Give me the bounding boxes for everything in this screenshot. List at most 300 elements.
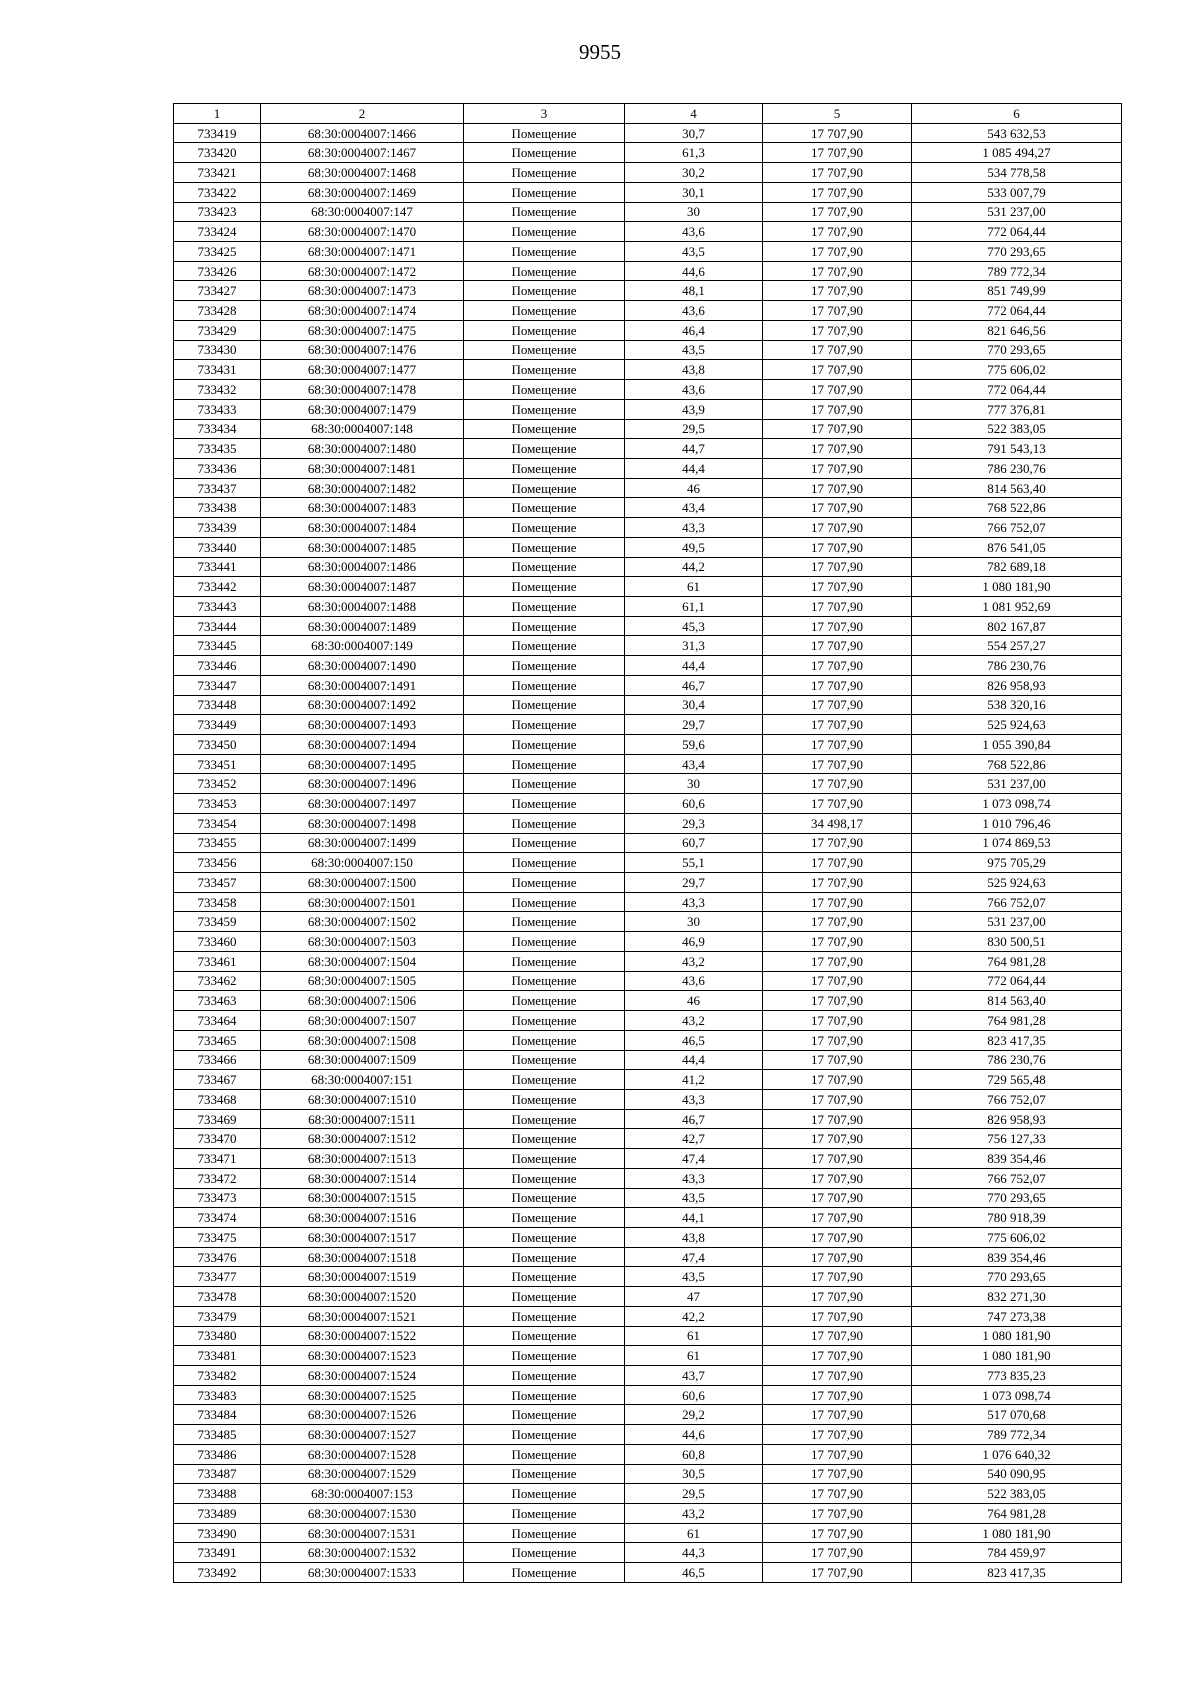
cell-specific-value: 17 707,90: [763, 1011, 912, 1031]
cell-record-number: 733475: [174, 1227, 261, 1247]
cell-object-type: Помещение: [464, 458, 625, 478]
table-row: [174, 301, 1122, 321]
table-row: [174, 182, 1122, 202]
cell-object-type: Помещение: [464, 1523, 625, 1543]
cell-record-number: 733439: [174, 518, 261, 538]
cell-area: 44,4: [625, 1050, 763, 1070]
cell-record-number: 733464: [174, 1011, 261, 1031]
cell-area: 43,3: [625, 892, 763, 912]
cell-area: 46,7: [625, 1109, 763, 1129]
cell-area: 43,9: [625, 399, 763, 419]
cell-record-number: 733428: [174, 301, 261, 321]
table-row: [174, 577, 1122, 597]
cell-specific-value: 17 707,90: [763, 656, 912, 676]
cell-cadastral-value: 756 127,33: [912, 1129, 1122, 1149]
cell-cadastral-value: 775 606,02: [912, 1227, 1122, 1247]
cell-area: 60,8: [625, 1444, 763, 1464]
cell-record-number: 733432: [174, 380, 261, 400]
table-row: [174, 399, 1122, 419]
cell-specific-value: 17 707,90: [763, 1267, 912, 1287]
cell-cadastral-value: 1 085 494,27: [912, 143, 1122, 163]
cell-area: 61,1: [625, 596, 763, 616]
cell-cadastral-number: 68:30:0004007:1466: [261, 123, 464, 143]
cell-area: 31,3: [625, 636, 763, 656]
cell-record-number: 733425: [174, 242, 261, 262]
cell-object-type: Помещение: [464, 222, 625, 242]
table-body: [174, 123, 1122, 1582]
table-row: [174, 1227, 1122, 1247]
cell-cadastral-number: 68:30:0004007:1522: [261, 1326, 464, 1346]
cell-object-type: Помещение: [464, 498, 625, 518]
table-row: [174, 537, 1122, 557]
table-row: [174, 380, 1122, 400]
cell-record-number: 733442: [174, 577, 261, 597]
cell-cadastral-number: 68:30:0004007:1493: [261, 715, 464, 735]
cell-cadastral-number: 68:30:0004007:1482: [261, 478, 464, 498]
cell-specific-value: 17 707,90: [763, 222, 912, 242]
cell-record-number: 733478: [174, 1287, 261, 1307]
table-row: [174, 261, 1122, 281]
table-row: [174, 143, 1122, 163]
cell-specific-value: 17 707,90: [763, 1543, 912, 1563]
cell-object-type: Помещение: [464, 1444, 625, 1464]
cell-record-number: 733492: [174, 1563, 261, 1583]
cell-cadastral-number: 68:30:0004007:1505: [261, 971, 464, 991]
cell-area: 59,6: [625, 735, 763, 755]
cell-area: 44,1: [625, 1208, 763, 1228]
cell-object-type: Помещение: [464, 813, 625, 833]
cell-object-type: Помещение: [464, 1346, 625, 1366]
table-row: [174, 912, 1122, 932]
cell-record-number: 733440: [174, 537, 261, 557]
table-row: [174, 1306, 1122, 1326]
cell-specific-value: 17 707,90: [763, 1227, 912, 1247]
table-row: [174, 557, 1122, 577]
header-row: [174, 104, 1122, 124]
table-row: [174, 1208, 1122, 1228]
table-row: [174, 498, 1122, 518]
cell-specific-value: 17 707,90: [763, 596, 912, 616]
cell-cadastral-value: 768 522,86: [912, 754, 1122, 774]
cell-cadastral-value: 522 383,05: [912, 1484, 1122, 1504]
cell-specific-value: 17 707,90: [763, 1247, 912, 1267]
cell-specific-value: 17 707,90: [763, 537, 912, 557]
cell-specific-value: 17 707,90: [763, 1326, 912, 1346]
table-row: [174, 853, 1122, 873]
cell-cadastral-number: 68:30:0004007:1470: [261, 222, 464, 242]
table-row: [174, 1523, 1122, 1543]
cell-area: 30,5: [625, 1464, 763, 1484]
cell-cadastral-value: 814 563,40: [912, 478, 1122, 498]
cell-area: 43,5: [625, 242, 763, 262]
cell-record-number: 733430: [174, 340, 261, 360]
cell-specific-value: 17 707,90: [763, 1405, 912, 1425]
cell-object-type: Помещение: [464, 932, 625, 952]
cell-area: 48,1: [625, 281, 763, 301]
cell-object-type: Помещение: [464, 735, 625, 755]
cell-specific-value: 17 707,90: [763, 123, 912, 143]
cell-area: 46,9: [625, 932, 763, 952]
cell-specific-value: 17 707,90: [763, 912, 912, 932]
cell-object-type: Помещение: [464, 1287, 625, 1307]
cell-record-number: 733462: [174, 971, 261, 991]
cell-cadastral-value: 768 522,86: [912, 498, 1122, 518]
cell-record-number: 733446: [174, 656, 261, 676]
cell-cadastral-value: 1 080 181,90: [912, 1326, 1122, 1346]
table-row: [174, 1050, 1122, 1070]
cell-cadastral-number: 68:30:0004007:1512: [261, 1129, 464, 1149]
cell-specific-value: 17 707,90: [763, 1306, 912, 1326]
table-row: [174, 1149, 1122, 1169]
cell-area: 44,2: [625, 557, 763, 577]
cell-specific-value: 17 707,90: [763, 320, 912, 340]
table-row: [174, 281, 1122, 301]
cell-area: 47,4: [625, 1247, 763, 1267]
cell-cadastral-value: 839 354,46: [912, 1247, 1122, 1267]
cell-cadastral-value: 791 543,13: [912, 439, 1122, 459]
cell-cadastral-value: 786 230,76: [912, 1050, 1122, 1070]
cell-cadastral-value: 1 080 181,90: [912, 1346, 1122, 1366]
cell-area: 43,4: [625, 754, 763, 774]
cell-record-number: 733434: [174, 419, 261, 439]
cell-object-type: Помещение: [464, 340, 625, 360]
cell-cadastral-value: 543 632,53: [912, 123, 1122, 143]
table-row: [174, 715, 1122, 735]
cell-object-type: Помещение: [464, 1149, 625, 1169]
cell-object-type: Помещение: [464, 301, 625, 321]
cell-cadastral-value: 802 167,87: [912, 616, 1122, 636]
cell-record-number: 733436: [174, 458, 261, 478]
cell-cadastral-number: 68:30:0004007:1511: [261, 1109, 464, 1129]
cell-area: 44,7: [625, 439, 763, 459]
cell-area: 46,4: [625, 320, 763, 340]
cell-record-number: 733437: [174, 478, 261, 498]
cell-object-type: Помещение: [464, 853, 625, 873]
cell-record-number: 733424: [174, 222, 261, 242]
cell-object-type: Помещение: [464, 715, 625, 735]
cell-cadastral-value: 772 064,44: [912, 301, 1122, 321]
cell-object-type: Помещение: [464, 1484, 625, 1504]
cell-specific-value: 17 707,90: [763, 143, 912, 163]
cell-cadastral-number: 68:30:0004007:1491: [261, 675, 464, 695]
cell-cadastral-value: 525 924,63: [912, 873, 1122, 893]
cell-cadastral-number: 68:30:0004007:1504: [261, 951, 464, 971]
cell-cadastral-value: 821 646,56: [912, 320, 1122, 340]
table-row: [174, 833, 1122, 853]
cell-cadastral-value: 766 752,07: [912, 518, 1122, 538]
cell-cadastral-value: 823 417,35: [912, 1563, 1122, 1583]
cell-cadastral-value: 770 293,65: [912, 340, 1122, 360]
cell-cadastral-number: 68:30:0004007:1492: [261, 695, 464, 715]
cell-specific-value: 17 707,90: [763, 202, 912, 222]
cell-cadastral-number: 68:30:0004007:1503: [261, 932, 464, 952]
cell-object-type: Помещение: [464, 320, 625, 340]
table-row: [174, 873, 1122, 893]
cell-area: 46: [625, 478, 763, 498]
table-row: [174, 1346, 1122, 1366]
cell-specific-value: 17 707,90: [763, 636, 912, 656]
cell-specific-value: 17 707,90: [763, 1287, 912, 1307]
cell-area: 61: [625, 1523, 763, 1543]
cell-cadastral-value: 784 459,97: [912, 1543, 1122, 1563]
cell-object-type: Помещение: [464, 951, 625, 971]
cell-object-type: Помещение: [464, 577, 625, 597]
cell-area: 60,6: [625, 794, 763, 814]
cell-specific-value: 17 707,90: [763, 991, 912, 1011]
cell-cadastral-value: 772 064,44: [912, 380, 1122, 400]
cell-cadastral-number: 68:30:0004007:1495: [261, 754, 464, 774]
cell-cadastral-value: 823 417,35: [912, 1030, 1122, 1050]
cell-cadastral-number: 68:30:0004007:149: [261, 636, 464, 656]
cell-record-number: 733465: [174, 1030, 261, 1050]
cell-specific-value: 17 707,90: [763, 1089, 912, 1109]
table-row: [174, 1444, 1122, 1464]
cell-specific-value: 17 707,90: [763, 518, 912, 538]
table-row: [174, 1405, 1122, 1425]
cell-record-number: 733490: [174, 1523, 261, 1543]
cell-record-number: 733459: [174, 912, 261, 932]
cell-cadastral-value: 538 320,16: [912, 695, 1122, 715]
column-header: 6: [912, 104, 1122, 124]
cell-record-number: 733423: [174, 202, 261, 222]
table-row: [174, 774, 1122, 794]
cell-cadastral-number: 68:30:0004007:1502: [261, 912, 464, 932]
cell-object-type: Помещение: [464, 754, 625, 774]
column-header: 4: [625, 104, 763, 124]
cell-record-number: 733445: [174, 636, 261, 656]
table-row: [174, 320, 1122, 340]
cell-cadastral-value: 773 835,23: [912, 1366, 1122, 1386]
cell-specific-value: 17 707,90: [763, 498, 912, 518]
cell-specific-value: 17 707,90: [763, 873, 912, 893]
cell-area: 43,5: [625, 1267, 763, 1287]
cell-cadastral-value: 533 007,79: [912, 182, 1122, 202]
cell-specific-value: 17 707,90: [763, 458, 912, 478]
cell-cadastral-number: 68:30:0004007:1514: [261, 1168, 464, 1188]
cell-specific-value: 17 707,90: [763, 1464, 912, 1484]
cell-cadastral-value: 554 257,27: [912, 636, 1122, 656]
cell-area: 29,7: [625, 873, 763, 893]
table-row: [174, 1070, 1122, 1090]
cell-specific-value: 17 707,90: [763, 1129, 912, 1149]
cell-specific-value: 17 707,90: [763, 1030, 912, 1050]
table-row: [174, 813, 1122, 833]
cell-specific-value: 17 707,90: [763, 1050, 912, 1070]
cell-record-number: 733443: [174, 596, 261, 616]
cell-area: 30,1: [625, 182, 763, 202]
cell-specific-value: 17 707,90: [763, 833, 912, 853]
cell-cadastral-number: 68:30:0004007:1485: [261, 537, 464, 557]
cell-specific-value: 17 707,90: [763, 281, 912, 301]
cell-specific-value: 17 707,90: [763, 163, 912, 183]
cell-specific-value: 17 707,90: [763, 360, 912, 380]
cell-cadastral-value: 1 081 952,69: [912, 596, 1122, 616]
cell-cadastral-value: 522 383,05: [912, 419, 1122, 439]
cell-object-type: Помещение: [464, 1030, 625, 1050]
table-row: [174, 1267, 1122, 1287]
cell-area: 44,3: [625, 1543, 763, 1563]
table-row: [174, 163, 1122, 183]
cell-area: 46,5: [625, 1030, 763, 1050]
cell-object-type: Помещение: [464, 1385, 625, 1405]
cell-area: 47: [625, 1287, 763, 1307]
table-row: [174, 656, 1122, 676]
cell-object-type: Помещение: [464, 518, 625, 538]
table-row: [174, 754, 1122, 774]
cell-cadastral-value: 772 064,44: [912, 971, 1122, 991]
cell-object-type: Помещение: [464, 1227, 625, 1247]
cell-object-type: Помещение: [464, 1366, 625, 1386]
cell-cadastral-number: 68:30:0004007:1486: [261, 557, 464, 577]
cell-specific-value: 17 707,90: [763, 892, 912, 912]
cell-specific-value: 17 707,90: [763, 478, 912, 498]
cell-specific-value: 17 707,90: [763, 735, 912, 755]
page-number: 9955: [579, 40, 621, 64]
cell-cadastral-value: 525 924,63: [912, 715, 1122, 735]
cell-object-type: Помещение: [464, 616, 625, 636]
cell-area: 43,2: [625, 1504, 763, 1524]
table-row: [174, 951, 1122, 971]
cell-record-number: 733458: [174, 892, 261, 912]
cell-cadastral-number: 68:30:0004007:1487: [261, 577, 464, 597]
cell-cadastral-number: 68:30:0004007:1507: [261, 1011, 464, 1031]
cell-cadastral-number: 68:30:0004007:1525: [261, 1385, 464, 1405]
cell-object-type: Помещение: [464, 991, 625, 1011]
cell-area: 29,5: [625, 419, 763, 439]
cell-cadastral-number: 68:30:0004007:1527: [261, 1425, 464, 1445]
cell-specific-value: 17 707,90: [763, 1109, 912, 1129]
cell-cadastral-value: 764 981,28: [912, 1504, 1122, 1524]
cell-specific-value: 17 707,90: [763, 932, 912, 952]
cell-record-number: 733431: [174, 360, 261, 380]
cell-cadastral-value: 531 237,00: [912, 774, 1122, 794]
cell-record-number: 733451: [174, 754, 261, 774]
cell-cadastral-number: 68:30:0004007:1490: [261, 656, 464, 676]
cell-specific-value: 17 707,90: [763, 1385, 912, 1405]
cell-specific-value: 17 707,90: [763, 1425, 912, 1445]
table-row: [174, 1425, 1122, 1445]
cell-cadastral-number: 68:30:0004007:1518: [261, 1247, 464, 1267]
cell-object-type: Помещение: [464, 281, 625, 301]
cell-cadastral-number: 68:30:0004007:1533: [261, 1563, 464, 1583]
cell-area: 47,4: [625, 1149, 763, 1169]
cell-specific-value: 17 707,90: [763, 675, 912, 695]
cell-cadastral-number: 68:30:0004007:1520: [261, 1287, 464, 1307]
cell-record-number: 733486: [174, 1444, 261, 1464]
cell-cadastral-number: 68:30:0004007:1472: [261, 261, 464, 281]
cell-area: 43,8: [625, 1227, 763, 1247]
cell-area: 55,1: [625, 853, 763, 873]
registry-table: [173, 103, 1122, 1583]
cell-object-type: Помещение: [464, 1306, 625, 1326]
cell-cadastral-value: 764 981,28: [912, 1011, 1122, 1031]
cell-area: 30,2: [625, 163, 763, 183]
cell-record-number: 733453: [174, 794, 261, 814]
cell-object-type: Помещение: [464, 695, 625, 715]
table-row: [174, 419, 1122, 439]
cell-area: 42,7: [625, 1129, 763, 1149]
cell-cadastral-number: 68:30:0004007:1483: [261, 498, 464, 518]
cell-cadastral-value: 1 080 181,90: [912, 1523, 1122, 1543]
cell-object-type: Помещение: [464, 1050, 625, 1070]
cell-cadastral-value: 1 010 796,46: [912, 813, 1122, 833]
cell-object-type: Помещение: [464, 1425, 625, 1445]
cell-cadastral-number: 68:30:0004007:1479: [261, 399, 464, 419]
cell-area: 43,6: [625, 971, 763, 991]
cell-object-type: Помещение: [464, 794, 625, 814]
cell-specific-value: 17 707,90: [763, 1168, 912, 1188]
cell-cadastral-value: 1 055 390,84: [912, 735, 1122, 755]
cell-object-type: Помещение: [464, 1188, 625, 1208]
table-row: [174, 735, 1122, 755]
cell-record-number: 733483: [174, 1385, 261, 1405]
cell-record-number: 733472: [174, 1168, 261, 1188]
cell-area: 44,4: [625, 458, 763, 478]
cell-cadastral-number: 68:30:0004007:148: [261, 419, 464, 439]
table-row: [174, 596, 1122, 616]
cell-cadastral-value: 766 752,07: [912, 1168, 1122, 1188]
table-row: [174, 1030, 1122, 1050]
cell-area: 61: [625, 1326, 763, 1346]
cell-cadastral-number: 68:30:0004007:1501: [261, 892, 464, 912]
cell-cadastral-value: 747 273,38: [912, 1306, 1122, 1326]
table-row: [174, 242, 1122, 262]
cell-area: 29,3: [625, 813, 763, 833]
cell-area: 30,7: [625, 123, 763, 143]
cell-cadastral-number: 68:30:0004007:1475: [261, 320, 464, 340]
cell-cadastral-number: 68:30:0004007:1469: [261, 182, 464, 202]
cell-cadastral-value: 1 073 098,74: [912, 794, 1122, 814]
cell-cadastral-value: 1 080 181,90: [912, 577, 1122, 597]
cell-record-number: 733444: [174, 616, 261, 636]
cell-record-number: 733456: [174, 853, 261, 873]
cell-cadastral-value: 766 752,07: [912, 1089, 1122, 1109]
cell-area: 46,7: [625, 675, 763, 695]
cell-cadastral-number: 68:30:0004007:1515: [261, 1188, 464, 1208]
cell-cadastral-value: 729 565,48: [912, 1070, 1122, 1090]
table-row: [174, 1188, 1122, 1208]
cell-record-number: 733420: [174, 143, 261, 163]
cell-cadastral-number: 68:30:0004007:1519: [261, 1267, 464, 1287]
cell-specific-value: 17 707,90: [763, 794, 912, 814]
cell-record-number: 733421: [174, 163, 261, 183]
table-row: [174, 794, 1122, 814]
cell-cadastral-number: 68:30:0004007:1478: [261, 380, 464, 400]
table-row: [174, 695, 1122, 715]
cell-record-number: 733457: [174, 873, 261, 893]
cell-specific-value: 34 498,17: [763, 813, 912, 833]
cell-cadastral-value: 517 070,68: [912, 1405, 1122, 1425]
cell-area: 30: [625, 774, 763, 794]
cell-specific-value: 17 707,90: [763, 1149, 912, 1169]
cell-object-type: Помещение: [464, 123, 625, 143]
cell-cadastral-value: 826 958,93: [912, 675, 1122, 695]
cell-cadastral-number: 68:30:0004007:1496: [261, 774, 464, 794]
cell-object-type: Помещение: [464, 1405, 625, 1425]
cell-object-type: Помещение: [464, 675, 625, 695]
table-row: [174, 458, 1122, 478]
cell-cadastral-value: 770 293,65: [912, 242, 1122, 262]
table-row: [174, 518, 1122, 538]
cell-object-type: Помещение: [464, 912, 625, 932]
table-row: [174, 1109, 1122, 1129]
cell-object-type: Помещение: [464, 380, 625, 400]
table-row: [174, 636, 1122, 656]
cell-record-number: 733427: [174, 281, 261, 301]
table-row: [174, 439, 1122, 459]
cell-record-number: 733463: [174, 991, 261, 1011]
cell-cadastral-number: 68:30:0004007:1500: [261, 873, 464, 893]
